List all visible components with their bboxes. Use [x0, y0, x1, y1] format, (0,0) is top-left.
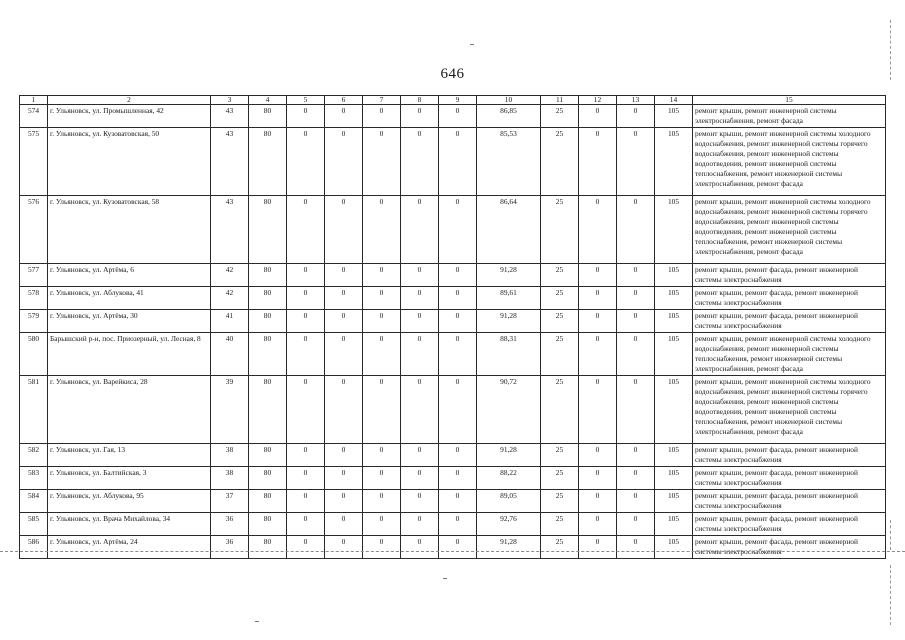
- cell-c6: 0: [325, 467, 363, 490]
- cell-c9: 0: [439, 467, 477, 490]
- cell-c14: 105: [655, 536, 693, 559]
- table-row: [20, 128, 886, 196]
- address-cell: г. Ульяновск, ул. Врача Михайлова, 34: [48, 513, 211, 536]
- cell-c3: 43: [211, 196, 249, 264]
- column-header: 6: [325, 96, 363, 105]
- works-cell: ремонт крыши, ремонт фасада, ремонт инженерной системы электроснабжения: [693, 490, 886, 513]
- cell-c13: 0: [617, 513, 655, 536]
- column-header: 9: [439, 96, 477, 105]
- row-number: 586: [20, 536, 48, 559]
- cell-c9: 0: [439, 536, 477, 559]
- works-cell: ремонт крыши, ремонт инженерной системы холодного водоснабжения, ремонт инженерной системы горячего водоснабжения, ремонт инженерной системы водоотведения, ремонт инженерной системы теплоснабжения, ремонт инженерной системы электроснабжения, ремонт фасада: [693, 128, 886, 196]
- scan-speck: [255, 621, 259, 622]
- works-cell: ремонт крыши, ремонт инженерной системы холодного водоснабжения, ремонт инженерной системы теплоснабжения, ремонт инженерной системы электроснабжения, ремонт фасада: [693, 333, 886, 376]
- table-row: [20, 105, 886, 128]
- cell-c12: 0: [579, 128, 617, 196]
- column-header: 5: [287, 96, 325, 105]
- cell-c4: 80: [249, 196, 287, 264]
- cell-c5: 0: [287, 490, 325, 513]
- row-number: 583: [20, 467, 48, 490]
- cell-c7: 0: [363, 467, 401, 490]
- cell-c7: 0: [363, 333, 401, 376]
- works-cell: ремонт крыши, ремонт фасада, ремонт инженерной системы электроснабжения: [693, 536, 886, 559]
- cell-c13: 0: [617, 310, 655, 333]
- cell-c3: 40: [211, 333, 249, 376]
- cell-c11: 25: [541, 376, 579, 444]
- cell-c10: 91,28: [477, 444, 541, 467]
- cell-c12: 0: [579, 490, 617, 513]
- works-cell: ремонт крыши, ремонт фасада, ремонт инженерной системы электроснабжения: [693, 467, 886, 490]
- row-number: 584: [20, 490, 48, 513]
- cell-c14: 105: [655, 513, 693, 536]
- row-number: 581: [20, 376, 48, 444]
- cell-c12: 0: [579, 536, 617, 559]
- cell-c6: 0: [325, 536, 363, 559]
- page-number: 646: [440, 66, 465, 82]
- cell-c14: 105: [655, 310, 693, 333]
- table-row: [20, 196, 886, 264]
- cell-c8: 0: [401, 536, 439, 559]
- cell-c3: 39: [211, 376, 249, 444]
- cell-c8: 0: [401, 287, 439, 310]
- cell-c12: 0: [579, 444, 617, 467]
- column-header: 14: [655, 96, 693, 105]
- cell-c5: 0: [287, 444, 325, 467]
- row-number: 585: [20, 513, 48, 536]
- cell-c7: 0: [363, 490, 401, 513]
- cell-c8: 0: [401, 128, 439, 196]
- scan-speck: [443, 578, 447, 579]
- scan-edge-mark: [890, 565, 891, 625]
- cell-c10: 91,28: [477, 264, 541, 287]
- cell-c8: 0: [401, 490, 439, 513]
- address-cell: г. Ульяновск, ул. Артёма, 24: [48, 536, 211, 559]
- row-number: 576: [20, 196, 48, 264]
- cell-c11: 25: [541, 333, 579, 376]
- cell-c4: 80: [249, 376, 287, 444]
- cell-c7: 0: [363, 264, 401, 287]
- cell-c8: 0: [401, 310, 439, 333]
- cell-c4: 80: [249, 513, 287, 536]
- cell-c13: 0: [617, 467, 655, 490]
- cell-c4: 80: [249, 310, 287, 333]
- cell-c13: 0: [617, 376, 655, 444]
- works-cell: ремонт крыши, ремонт фасада, ремонт инженерной системы электроснабжения: [693, 264, 886, 287]
- cell-c4: 80: [249, 105, 287, 128]
- cell-c6: 0: [325, 105, 363, 128]
- column-header: 3: [211, 96, 249, 105]
- works-cell: ремонт крыши, ремонт инженерной системы холодного водоснабжения, ремонт инженерной системы горячего водоснабжения, ремонт инженерной системы водоотведения, ремонт инженерной системы теплоснабжения, ремонт инженерной системы электроснабжения, ремонт фасада: [693, 196, 886, 264]
- cell-c11: 25: [541, 467, 579, 490]
- cell-c14: 105: [655, 333, 693, 376]
- row-number: 575: [20, 128, 48, 196]
- cell-c11: 25: [541, 287, 579, 310]
- cell-c3: 36: [211, 513, 249, 536]
- cell-c5: 0: [287, 128, 325, 196]
- table-row: [20, 444, 886, 467]
- cell-c13: 0: [617, 490, 655, 513]
- address-cell: г. Ульяновск, ул. Гая, 13: [48, 444, 211, 467]
- cell-c4: 80: [249, 264, 287, 287]
- cell-c5: 0: [287, 333, 325, 376]
- cell-c10: 88,22: [477, 467, 541, 490]
- cell-c8: 0: [401, 333, 439, 376]
- column-header: 7: [363, 96, 401, 105]
- table-row: [20, 467, 886, 490]
- row-number: 580: [20, 333, 48, 376]
- cell-c7: 0: [363, 536, 401, 559]
- cell-c8: 0: [401, 105, 439, 128]
- cell-c5: 0: [287, 105, 325, 128]
- cell-c12: 0: [579, 105, 617, 128]
- works-cell: ремонт крыши, ремонт фасада, ремонт инженерной системы электроснабжения: [693, 513, 886, 536]
- column-header: 1: [20, 96, 48, 105]
- cell-c5: 0: [287, 376, 325, 444]
- table-row: [20, 513, 886, 536]
- cell-c6: 0: [325, 196, 363, 264]
- cell-c12: 0: [579, 467, 617, 490]
- works-cell: ремонт крыши, ремонт инженерной системы холодного водоснабжения, ремонт инженерной системы горячего водоснабжения, ремонт инженерной системы водоотведения, ремонт инженерной системы теплоснабжения, ремонт инженерной системы электроснабжения, ремонт фасада: [693, 376, 886, 444]
- cell-c10: 90,72: [477, 376, 541, 444]
- cell-c13: 0: [617, 196, 655, 264]
- cell-c13: 0: [617, 333, 655, 376]
- cell-c7: 0: [363, 444, 401, 467]
- address-cell: г. Ульяновск, ул. Артёма, 30: [48, 310, 211, 333]
- cell-c14: 105: [655, 444, 693, 467]
- cell-c5: 0: [287, 310, 325, 333]
- cell-c6: 0: [325, 490, 363, 513]
- column-header: 8: [401, 96, 439, 105]
- cell-c5: 0: [287, 264, 325, 287]
- table-row: [20, 376, 886, 444]
- address-cell: г. Ульяновск, ул. Балтийская, 3: [48, 467, 211, 490]
- cell-c6: 0: [325, 513, 363, 536]
- cell-c10: 86,85: [477, 105, 541, 128]
- cell-c10: 91,28: [477, 310, 541, 333]
- cell-c10: 91,28: [477, 536, 541, 559]
- cell-c4: 80: [249, 490, 287, 513]
- scan-edge-mark: [890, 20, 891, 80]
- cell-c14: 105: [655, 105, 693, 128]
- cell-c12: 0: [579, 287, 617, 310]
- row-number: 579: [20, 310, 48, 333]
- cell-c10: 85,53: [477, 128, 541, 196]
- cell-c8: 0: [401, 376, 439, 444]
- cell-c13: 0: [617, 536, 655, 559]
- cell-c11: 25: [541, 196, 579, 264]
- cell-c9: 0: [439, 490, 477, 513]
- column-header: 10: [477, 96, 541, 105]
- cell-c3: 43: [211, 128, 249, 196]
- cell-c13: 0: [617, 287, 655, 310]
- row-number: 582: [20, 444, 48, 467]
- address-cell: г. Ульяновск, ул. Аблукова, 95: [48, 490, 211, 513]
- cell-c14: 105: [655, 467, 693, 490]
- cell-c6: 0: [325, 310, 363, 333]
- cell-c7: 0: [363, 128, 401, 196]
- cell-c6: 0: [325, 444, 363, 467]
- cell-c8: 0: [401, 264, 439, 287]
- cell-c9: 0: [439, 310, 477, 333]
- cell-c3: 41: [211, 310, 249, 333]
- row-number: 577: [20, 264, 48, 287]
- cell-c10: 86,64: [477, 196, 541, 264]
- cell-c6: 0: [325, 287, 363, 310]
- address-cell: г. Ульяновск, ул. Артёма, 6: [48, 264, 211, 287]
- cell-c9: 0: [439, 264, 477, 287]
- works-cell: ремонт крыши, ремонт фасада, ремонт инженерной системы электроснабжения: [693, 444, 886, 467]
- address-cell: г. Ульяновск, ул. Варейкиса, 28: [48, 376, 211, 444]
- cell-c10: 89,05: [477, 490, 541, 513]
- cell-c3: 42: [211, 264, 249, 287]
- cell-c13: 0: [617, 105, 655, 128]
- row-number: 578: [20, 287, 48, 310]
- cell-c12: 0: [579, 513, 617, 536]
- cell-c9: 0: [439, 376, 477, 444]
- cell-c7: 0: [363, 196, 401, 264]
- repair-schedule-table: [19, 95, 886, 559]
- cell-c11: 25: [541, 444, 579, 467]
- cell-c4: 80: [249, 128, 287, 196]
- address-cell: г. Ульяновск, ул. Кузоватовская, 58: [48, 196, 211, 264]
- cell-c9: 0: [439, 333, 477, 376]
- cell-c8: 0: [401, 444, 439, 467]
- cell-c6: 0: [325, 333, 363, 376]
- cell-c5: 0: [287, 467, 325, 490]
- cell-c4: 80: [249, 287, 287, 310]
- works-cell: ремонт крыши, ремонт фасада, ремонт инженерной системы электроснабжения: [693, 310, 886, 333]
- cell-c9: 0: [439, 128, 477, 196]
- scan-artifact-line: [0, 551, 905, 552]
- cell-c10: 92,76: [477, 513, 541, 536]
- cell-c7: 0: [363, 376, 401, 444]
- column-header: 4: [249, 96, 287, 105]
- cell-c5: 0: [287, 536, 325, 559]
- works-cell: ремонт крыши, ремонт инженерной системы электроснабжения, ремонт фасада: [693, 105, 886, 128]
- cell-c12: 0: [579, 196, 617, 264]
- cell-c6: 0: [325, 128, 363, 196]
- cell-c7: 0: [363, 105, 401, 128]
- cell-c14: 105: [655, 196, 693, 264]
- cell-c7: 0: [363, 310, 401, 333]
- cell-c9: 0: [439, 513, 477, 536]
- table-row: [20, 333, 886, 376]
- cell-c3: 42: [211, 287, 249, 310]
- address-cell: г. Ульяновск, ул. Промышленная, 42: [48, 105, 211, 128]
- cell-c3: 43: [211, 105, 249, 128]
- scan-edge-mark: [890, 520, 891, 550]
- cell-c13: 0: [617, 444, 655, 467]
- cell-c11: 25: [541, 264, 579, 287]
- cell-c11: 25: [541, 128, 579, 196]
- cell-c14: 105: [655, 376, 693, 444]
- cell-c3: 38: [211, 467, 249, 490]
- table-row: [20, 310, 886, 333]
- cell-c14: 105: [655, 490, 693, 513]
- column-header: 15: [693, 96, 886, 105]
- cell-c3: 38: [211, 444, 249, 467]
- cell-c10: 89,61: [477, 287, 541, 310]
- cell-c13: 0: [617, 128, 655, 196]
- cell-c12: 0: [579, 333, 617, 376]
- column-header: 2: [48, 96, 211, 105]
- cell-c11: 25: [541, 310, 579, 333]
- cell-c9: 0: [439, 287, 477, 310]
- column-header: 11: [541, 96, 579, 105]
- cell-c5: 0: [287, 513, 325, 536]
- cell-c10: 88,31: [477, 333, 541, 376]
- table-row: [20, 287, 886, 310]
- cell-c9: 0: [439, 196, 477, 264]
- column-header: 13: [617, 96, 655, 105]
- cell-c12: 0: [579, 264, 617, 287]
- cell-c8: 0: [401, 467, 439, 490]
- address-cell: Барышский р-н, пос. Приозерный, ул. Лесная, 8: [48, 333, 211, 376]
- cell-c4: 80: [249, 536, 287, 559]
- cell-c4: 80: [249, 467, 287, 490]
- column-header: 12: [579, 96, 617, 105]
- cell-c8: 0: [401, 513, 439, 536]
- cell-c11: 25: [541, 490, 579, 513]
- cell-c11: 25: [541, 105, 579, 128]
- address-cell: г. Ульяновск, ул. Аблукова, 41: [48, 287, 211, 310]
- table-row: [20, 490, 886, 513]
- cell-c4: 80: [249, 333, 287, 376]
- cell-c14: 105: [655, 287, 693, 310]
- cell-c7: 0: [363, 287, 401, 310]
- table-row: [20, 264, 886, 287]
- cell-c11: 25: [541, 536, 579, 559]
- column-number-row: [20, 96, 886, 105]
- cell-c14: 105: [655, 128, 693, 196]
- cell-c3: 37: [211, 490, 249, 513]
- cell-c7: 0: [363, 513, 401, 536]
- cell-c3: 36: [211, 536, 249, 559]
- cell-c5: 0: [287, 196, 325, 264]
- scan-speck: [470, 44, 474, 45]
- row-number: 574: [20, 105, 48, 128]
- cell-c13: 0: [617, 264, 655, 287]
- address-cell: г. Ульяновск, ул. Кузоватовская, 50: [48, 128, 211, 196]
- cell-c6: 0: [325, 376, 363, 444]
- table-row: [20, 536, 886, 559]
- cell-c4: 80: [249, 444, 287, 467]
- cell-c9: 0: [439, 105, 477, 128]
- cell-c14: 105: [655, 264, 693, 287]
- cell-c6: 0: [325, 264, 363, 287]
- cell-c8: 0: [401, 196, 439, 264]
- cell-c12: 0: [579, 310, 617, 333]
- works-cell: ремонт крыши, ремонт фасада, ремонт инженерной системы электроснабжения: [693, 287, 886, 310]
- cell-c12: 0: [579, 376, 617, 444]
- cell-c5: 0: [287, 287, 325, 310]
- cell-c11: 25: [541, 513, 579, 536]
- cell-c9: 0: [439, 444, 477, 467]
